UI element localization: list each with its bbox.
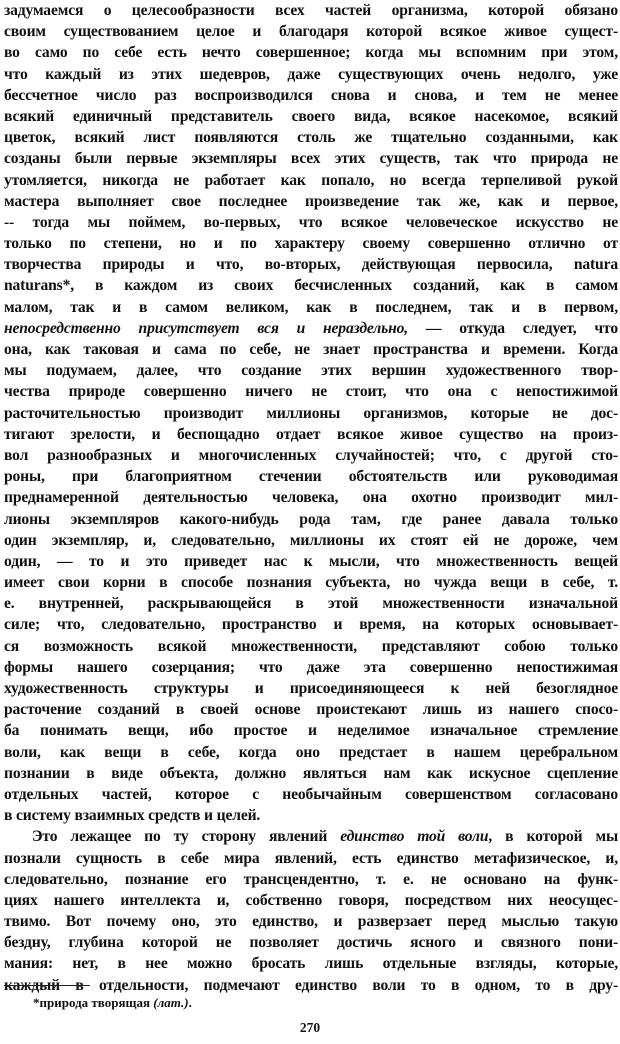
emphasis: непосредственно присутствует вся и нераздельно, [4, 319, 409, 337]
text-run: циях нашего интеллекта и, собственно говоря, посредством них неосущес- [4, 891, 618, 909]
text-run: творчества природы и что, во-вторых, действующая первосила, natura [4, 256, 618, 274]
text-line [4, 826, 618, 847]
text-run: преднамеренной деятельностью человека, она охотно производит мил- [4, 489, 618, 507]
text-line [4, 487, 618, 508]
footnote-end: . [188, 995, 192, 1010]
text-run: художественность структуры и присоединяющееся к ней безоглядное [4, 680, 618, 697]
text-run: имеет свои корни в способе познания субъекта, но чужда вещи в себе, т. [4, 574, 618, 592]
text-run: расточение созданий в своей основе проистекают лишь из нашего спосо- [4, 701, 618, 719]
text-line [4, 848, 618, 869]
text-run: только по степени, но и по характеру своему совершенно отлично от [4, 235, 618, 253]
text-run: расточительностью производит миллионы организмов, которые не дос- [4, 404, 618, 422]
text-line [4, 466, 618, 487]
text-line [4, 191, 618, 212]
text-run: чества природе совершенно ничего не стоит, что она с непостижимой [4, 383, 618, 401]
text-run: отдельных частей, которое с необычайным совершенством согласовано [4, 785, 618, 803]
body-text [4, 0, 618, 996]
text-line [4, 42, 618, 63]
text-line [4, 424, 618, 445]
text-run: формы нашего созерцания; что даже эта совершенно непостижимая [4, 658, 618, 676]
text-run: Это лежащее по ту сторону явлений [32, 828, 341, 846]
text-line [4, 85, 618, 106]
text-run: бессчетное число раз воспроизводился снова и снова, и тем не менее [4, 86, 618, 104]
text-line [4, 0, 618, 21]
text-line [4, 170, 618, 191]
text-run: naturans*, в каждом из своих бесчисленных созданий, как в самом [4, 277, 618, 295]
text-run: она, как таковая и сама по себе, не знает пространства и времени. Когда [4, 341, 618, 358]
text-line [4, 275, 618, 296]
text-run: один экземпляр, и, следовательно, миллионы их стоят ей не дороже, чем [4, 531, 618, 549]
footnote [33, 995, 192, 1011]
text-run: познали сущность в себе мира явлений, есть единство метафизическое, и, [4, 849, 618, 867]
text-run: , в которой мы [488, 828, 618, 846]
text-line [4, 403, 618, 424]
text-run: роны, при благоприятном стечении обстоятельств или руководимая [4, 468, 618, 486]
text-run: тигают зрелости, и беспощадно отдает всякое живое существо на произ- [4, 425, 618, 443]
text-run: следовательно, познание его трансцендентно, т. е. не основано на функ- [4, 870, 618, 888]
text-run: ба понимать вещи, ибо простое и неделимое изначальное стремление [4, 722, 618, 740]
text-run: задумаемся о целесообразности всех частей организма, которой обязано [4, 2, 618, 19]
text-line [4, 869, 618, 890]
text-line [4, 233, 618, 254]
text-run: созданы были первые экземпляры всех этих существ, так что природа не [4, 150, 618, 168]
text-run: -- тогда мы поймем, во-первых, что всякое человеческое искусство не [4, 213, 618, 231]
text-run: мы подумаем, далее, что создание этих вершин художественного твор- [4, 362, 618, 380]
page-number: 270 [299, 1020, 321, 1035]
text-line [4, 911, 618, 932]
text-line [4, 975, 618, 996]
text-run: силе; что, следовательно, пространство и время, на которых основывает- [4, 616, 618, 634]
text-line [4, 657, 618, 678]
text-run: — откуда следует, что [408, 319, 618, 337]
text-line [4, 551, 618, 572]
footnote-language: (лат.) [153, 995, 189, 1010]
text-run: что каждый из этих шедевров, даже существующих очень недолго, уже [4, 65, 618, 83]
text-run: всякий единичный представитель своего вида, всякое насекомое, всякий [4, 107, 618, 125]
text-line [4, 890, 618, 911]
text-line [4, 21, 618, 42]
text-run: утомляется, никогда не работает как попало, но всегда терпеливой рукой [4, 171, 618, 189]
text-line [4, 381, 618, 402]
text-run: во само по себе есть нечто совершенное; когда мы вспомним при этом, [4, 44, 618, 62]
text-line [4, 678, 618, 699]
text-line [4, 254, 618, 275]
text-run: своим существованием целое и благодаря которой всякое живое сущест- [4, 23, 618, 41]
text-run: лионы экземпляров какого-нибудь рода там, где ранее давала только [4, 510, 618, 528]
text-line [4, 509, 618, 530]
text-line [4, 360, 618, 381]
text-line [4, 742, 618, 763]
text-line [4, 127, 618, 148]
text-run: мания: нет, в нее можно бросать лишь отдельные взгляды, которые, [4, 955, 618, 973]
text-run: мастера выполняет свое последнее произведение так же, как и первое, [4, 192, 618, 210]
text-run: бездну, глубина которой не позволяет достичь ясного и связного пони- [4, 934, 618, 952]
text-line [4, 64, 618, 85]
text-line [4, 636, 618, 657]
text-run: малом, так и в самом великом, как в последнем, так и в первом, [4, 298, 618, 316]
text-line [4, 593, 618, 614]
text-line [4, 148, 618, 169]
footnote-separator [4, 985, 90, 986]
text-run: познании в виде объекта, должно являться нам как искусное сцепление [4, 764, 618, 782]
text-run: е. внутренней, раскрывающейся в этой множественности изначальной [4, 595, 618, 613]
text-line [4, 763, 618, 784]
text-line [4, 106, 618, 127]
text-line [4, 614, 618, 635]
text-run: вол разнообразных и многочисленных случайностей; что, с другой сто- [4, 446, 618, 464]
text-run: один, — то и это приведет нас к мысли, что множественность вещей [4, 552, 618, 570]
text-line [4, 339, 618, 360]
text-run: твимо. Вот почему оно, это единство, и разверзает перед мыслью такую [4, 913, 618, 931]
text-run: цветок, всякий лист появляются столь же тщательно созданными, как [4, 129, 618, 147]
text-line [4, 297, 618, 318]
text-line [4, 699, 618, 720]
text-run: в систему взаимных средств и целей. [4, 807, 261, 825]
footnote-text: *природа творящая [33, 995, 154, 1010]
text-line [4, 805, 618, 826]
text-line [4, 318, 618, 339]
emphasis: единство той воли [340, 828, 489, 846]
text-run: воли, как вещи в себе, когда оно предстает в нашем церебральном [4, 743, 618, 761]
text-line [4, 932, 618, 953]
text-run: каждый в отдельности, подмечают единство воли то в одном, то в дру- [4, 976, 618, 994]
text-run: ся возможность всякой множественности, представляют собою только [4, 637, 618, 655]
text-line [4, 572, 618, 593]
text-line [4, 445, 618, 466]
text-line [4, 720, 618, 741]
text-line [4, 953, 618, 974]
text-line [4, 530, 618, 551]
text-line [4, 212, 618, 233]
text-line [4, 784, 618, 805]
